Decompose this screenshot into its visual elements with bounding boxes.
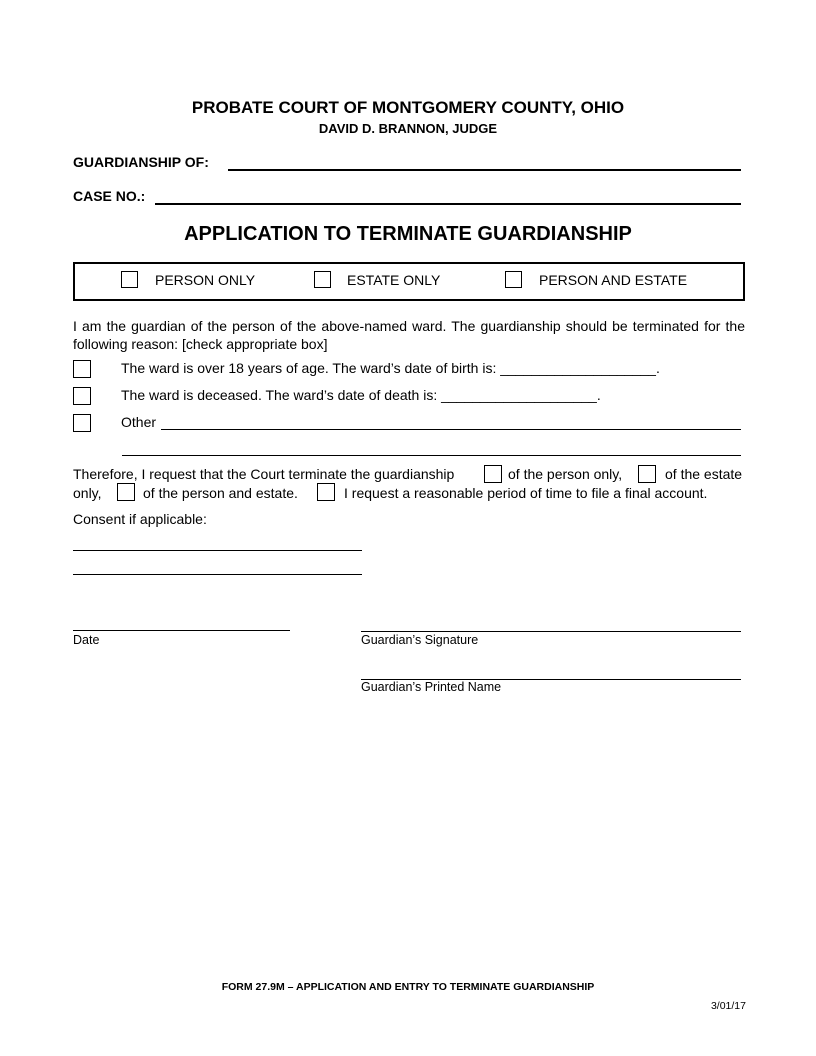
- consent-line-1[interactable]: [73, 550, 362, 551]
- person-only-label: PERSON ONLY: [155, 272, 256, 288]
- case-no-label: CASE NO.:: [73, 188, 146, 204]
- judge-name: DAVID D. BRANNON, JUDGE: [318, 121, 498, 136]
- request-text-4: only,: [73, 485, 102, 501]
- other-reason-line-1[interactable]: [161, 429, 741, 430]
- person-only-checkbox[interactable]: [121, 271, 138, 288]
- person-and-estate-checkbox[interactable]: [505, 271, 522, 288]
- case-no-field[interactable]: [155, 203, 741, 205]
- intro-paragraph: I am the guardian of the person of the above-named ward. The guardianship should be terminated for the following reason: [check appropriate box]: [73, 318, 745, 352]
- terminate-person-and-estate-checkbox[interactable]: [117, 483, 135, 501]
- request-text-5: of the person and estate.: [143, 485, 298, 501]
- over-18-checkbox[interactable]: [73, 360, 91, 378]
- estate-only-checkbox[interactable]: [314, 271, 331, 288]
- form-footer: FORM 27.9M – APPLICATION AND ENTRY TO TERMINATE GUARDIANSHIP: [221, 981, 595, 993]
- guardian-printed-name-label: Guardian’s Printed Name: [361, 680, 502, 694]
- guardian-signature-label: Guardian’s Signature: [361, 633, 479, 647]
- revision-date: 3/01/17: [710, 1000, 746, 1012]
- guardianship-of-label: GUARDIANSHIP OF:: [73, 154, 209, 170]
- consent-label: Consent if applicable:: [73, 511, 207, 527]
- deceased-text: The ward is deceased. The ward’s date of death is: ____________________.: [121, 387, 601, 403]
- guardianship-of-field[interactable]: [228, 169, 741, 171]
- request-text-1: Therefore, I request that the Court terminate the guardianship: [73, 466, 455, 482]
- date-label: Date: [73, 633, 100, 647]
- terminate-person-checkbox[interactable]: [484, 465, 502, 483]
- form-title: APPLICATION TO TERMINATE GUARDIANSHIP: [184, 223, 632, 245]
- other-reason-line-2[interactable]: [122, 455, 741, 456]
- terminate-estate-checkbox[interactable]: [638, 465, 656, 483]
- other-checkbox[interactable]: [73, 414, 91, 432]
- guardian-signature-line[interactable]: [361, 631, 741, 632]
- consent-line-2[interactable]: [73, 574, 362, 575]
- other-label: Other: [121, 414, 157, 430]
- request-text-3: of the estate: [665, 466, 743, 482]
- date-line[interactable]: [73, 630, 290, 631]
- final-account-checkbox[interactable]: [317, 483, 335, 501]
- deceased-checkbox[interactable]: [73, 387, 91, 405]
- person-and-estate-label: PERSON AND ESTATE: [539, 272, 688, 288]
- court-name: PROBATE COURT OF MONTGOMERY COUNTY, OHIO: [191, 98, 625, 117]
- estate-only-label: ESTATE ONLY: [347, 272, 441, 288]
- over-18-text: The ward is over 18 years of age. The ward’s date of birth is: ____________________.: [121, 360, 660, 376]
- request-text-6: I request a reasonable period of time to file a final account.: [344, 485, 708, 501]
- request-text-2: of the person only,: [508, 466, 623, 482]
